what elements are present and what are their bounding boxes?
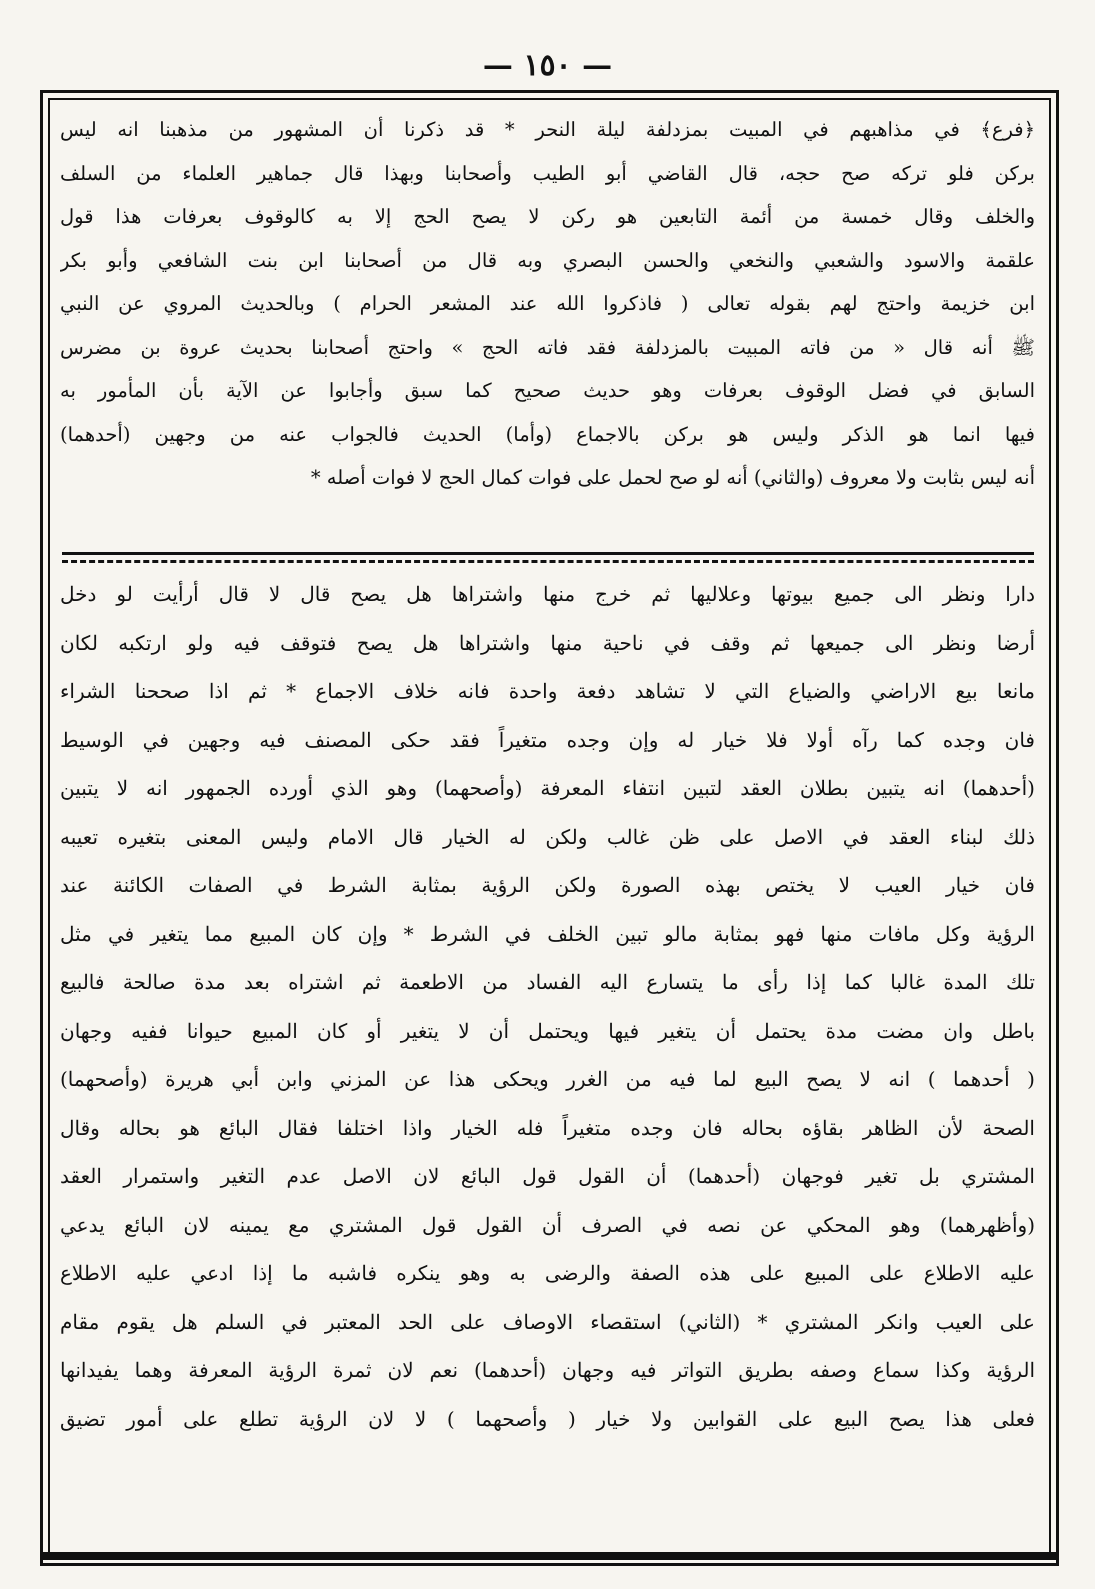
text-line: باطل وان مضت مدة يحتمل أن يتغير فيها ويحتمل أن لا يتغير أو كان المبيع حيوانا ففيه وجهان (60, 1018, 1035, 1043)
text-line: أنه ليس بثابت ولا معروف (والثاني) أنه لو صح لحمل على فوات كمال الحج لا فوات أصله * (310, 466, 1035, 489)
text-line: مانعا بيع الاراضي والضياع التي لا تشاهد دفعة واحدة فانه خلاف الاجماع * ثم اذا صححنا الشراء (60, 679, 1035, 703)
text-line: السابق في فضل الوقوف بعرفات وهو حديث صحيح كما سبق وأجابوا عن الآية بأن المأمور به (60, 379, 1035, 402)
text-line: دارا ونظر الى جميع بيوتها وعلاليها ثم خرج منها واشتراها هل يصح قال لا قال أرأيت لو دخل (60, 582, 1035, 606)
text-line: فان خيار العيب لا يختص بهذه الصورة ولكن الرؤية بمثابة الشرط في الصفات الكائنة عند (60, 873, 1035, 897)
text-line: الرؤية وكذا سماع وصفه بطريق التواتر فيه وجهان (أحدهما) نعم لان ثمرة الرؤية المعرفة وهما يفيدانها (60, 1358, 1035, 1382)
text-line: علقمة والاسود والشعبي والنخعي والحسن البصري وبه قال من أصحابنا ابن بنت الشافعي وأبو بكر (60, 248, 1035, 272)
text-line: تلك المدة غالبا كما إذا رأى ما يتسارع اليه الفساد من الاطعمة ثم اشتراه بعد مدة صالحة فالبيع (60, 970, 1035, 994)
page-number: — ١٥٠ — (482, 48, 613, 83)
main-text-section (60, 570, 1035, 1443)
text-line: الصحة لأن الظاهر بقاؤه بحاله فان وجده متغيراً فله الخيار واذا اختلفا فقال البائع هو بحاله وقال (60, 1115, 1035, 1140)
text-line: ذلك لبناء العقد في الاصل على ظن غالب ولكن له الخيار قال الامام وليس المعنى بتغيره تعيبه (60, 824, 1035, 849)
text-line: عليه الاطلاع على المبيع على هذه الصفة والرضى به وهو ينكره فاشبه ما إذا ادعي عليه الاطلاع (60, 1261, 1035, 1285)
frame-bottom-rule (40, 1552, 1056, 1560)
text-line: الرؤية وكل مافات منها فهو بمثابة مالو تبين الخلف في الشرط * وإن كان المبيع مما يتغير في مثل (60, 921, 1035, 946)
text-line: (أحدهما) انه يتبين بطلان العقد لتبين انتفاء المعرفة (وأصحهما) وهو الذي أورده الجمهور انه لا يتبين (60, 776, 1035, 800)
section-divider (62, 552, 1034, 555)
text-line: والخلف وقال خمسة من أئمة التابعين هو ركن لا يصح الحج إلا به كالوقوف بعرفات هذا قول (60, 205, 1035, 228)
text-line: أرضا ونظر الى جميعها ثم وقف في ناحية منها واشتراها هل يصح فتوقف فيه ولو ارتكبه لكان (60, 630, 1035, 655)
commentary-section (60, 108, 1035, 500)
text-line: فان وجده كما رآه أولا فلا خيار له وإن وجده متغيراً فقد حكى المصنف فيه وجهين في الوسيط (60, 727, 1035, 752)
text-line: فعلى هذا يصح البيع على القوابين ولا خيار ( وأصحهما ) لا لان الرؤية تطلع على أمور تضيق (60, 1406, 1035, 1431)
text-line: ( أحدهما ) انه لا يصح البيع لما فيه من الغرر ويحكى هذا عن المزني وابن أبي هريرة (وأصحهما) (60, 1067, 1035, 1091)
text-line: على العيب وانكر المشتري * (الثاني) استقصاء الاوصاف على الحد المعتبر في السلم هل يقوم مقام (60, 1309, 1035, 1334)
text-line: ﷺ أنه قال « من فاته المبيت بالمزدلفة فقد فاته الحج » واحتج أصحابنا بحديث عروة بن مضرس (60, 335, 1035, 359)
section-divider-dashed (62, 560, 1034, 563)
text-line: فيها انما هو الذكر وليس هو بركن بالاجماع (وأما) الحديث فالجواب عنه من وجهين (أحدهما) (60, 422, 1035, 446)
text-line: ﴿فرع﴾ في مذاهبهم في المبيت بمزدلفة ليلة النحر * قد ذكرنا أن المشهور من مذهبنا انه ليس (60, 118, 1035, 141)
text-line: (وأظهرهما) وهو المحكي عن نصه في الصرف أن القول قول المشتري مع يمينه لان البائع يدعي (60, 1212, 1035, 1237)
text-line: ابن خزيمة واحتج لهم بقوله تعالى ( فاذكروا الله عند المشعر الحرام ) وبالحديث المروي عن النبي (60, 292, 1035, 315)
text-line: بركن فلو تركه صح حجه، قال القاضي أبو الطيب وأصحابنا وبهذا قال جماهير العلماء من السلف (60, 161, 1035, 185)
text-line: المشتري بل تغير فوجهان (أحدهما) أن القول قول البائع لان الاصل عدم التغير واستمرار العقد (60, 1164, 1035, 1188)
